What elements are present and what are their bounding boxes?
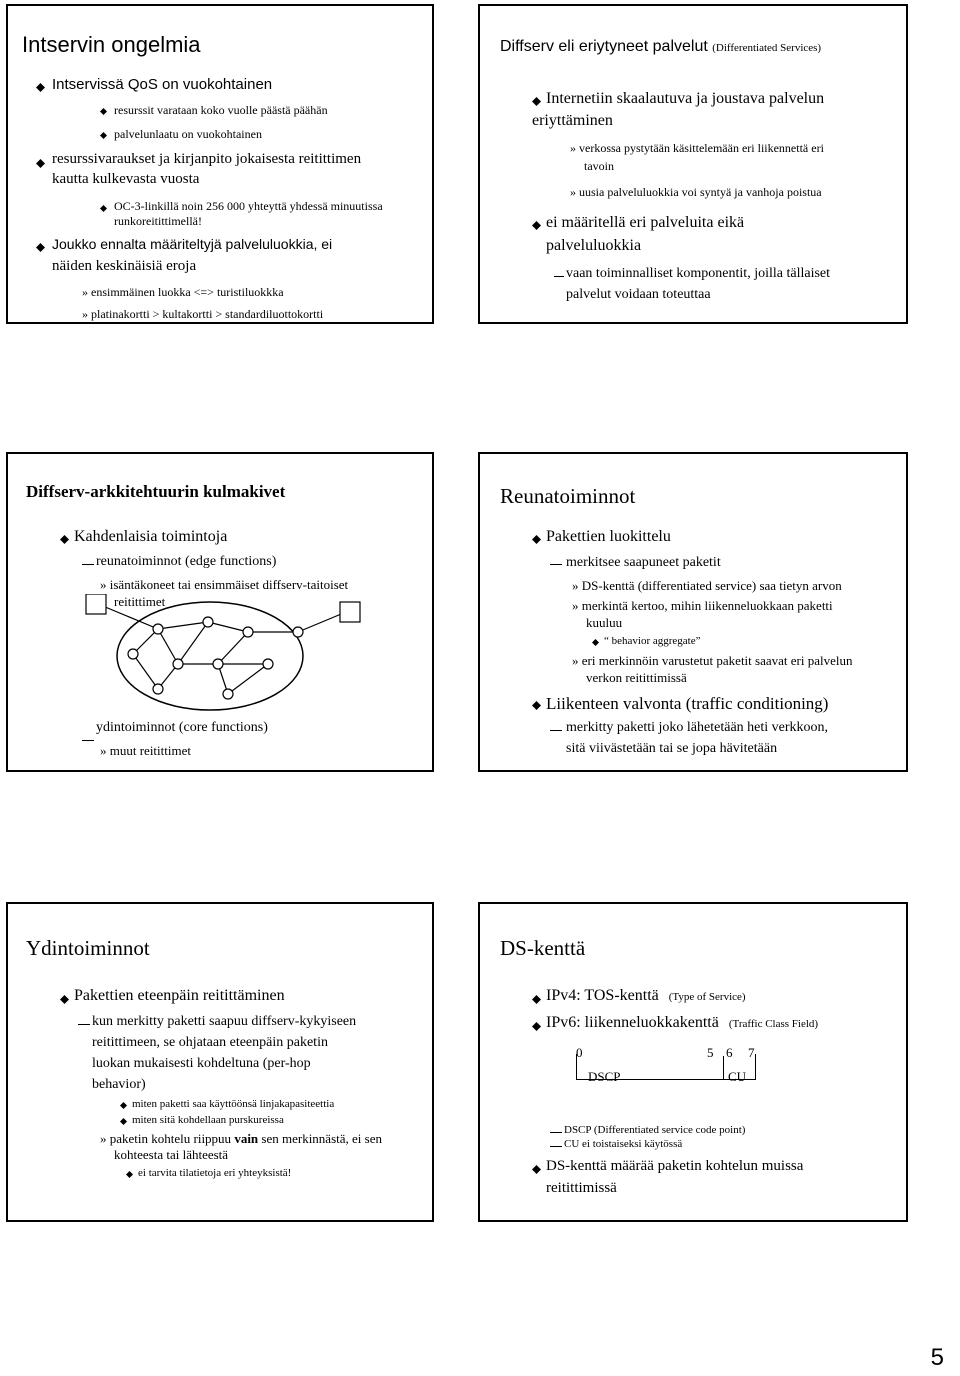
- sub-sub-bullet-text-cont: verkon reitittimissä: [586, 670, 687, 685]
- sub-bullet-text-cont: luokan mukaisesti kohdeltuna (per-hop: [92, 1056, 311, 1071]
- router-node: [153, 684, 163, 694]
- ipv4-note: (Type of Service): [668, 991, 746, 1003]
- sub-bullet-text-cont: reitittimeen, se ohjataan eteenpäin paketin: [92, 1035, 328, 1050]
- diamond-bullet-icon: [100, 205, 107, 212]
- bullet-text: Kahdenlaisia toimintoja: [74, 528, 228, 545]
- diamond-bullet-icon: [60, 995, 69, 1004]
- sub-bullet-text: » ensimmäinen luokka <=> turistiluokkka: [82, 285, 284, 299]
- router-node: [128, 649, 138, 659]
- diamond-bullet-icon: [100, 108, 107, 115]
- sub-bullet-text-cont: kohteesta tai lähteestä: [114, 1147, 229, 1162]
- router-node: [153, 624, 163, 634]
- sub-sub-bullet-text: ei tarvita tilatietoja eri yhteyksistä!: [138, 1167, 292, 1179]
- bullet-text: Joukko ennalta määriteltyjä palveluluokkia, ei: [52, 236, 333, 252]
- page-number: 5: [930, 1344, 944, 1371]
- diamond-bullet-icon: [532, 995, 541, 1004]
- diamond-bullet-icon: [126, 1171, 133, 1178]
- ipv6-label: IPv6: liikenneluokkakenttä: [546, 1014, 719, 1031]
- diamond-bullet-icon: [120, 1118, 127, 1125]
- slide-core-functions: [6, 902, 434, 1222]
- slide-title: Intservin ongelmia: [22, 32, 201, 57]
- diamond-bullet-icon: [532, 701, 541, 710]
- dash-bullet: [550, 1146, 562, 1147]
- bullet-text: Liikenteen valvonta (traffic conditioning): [546, 694, 829, 713]
- sub-bullet-text-cont: runkoreitittimellä!: [114, 214, 202, 228]
- bullet-text-cont: eriyttäminen: [532, 112, 613, 129]
- dash-bullet: [550, 1132, 562, 1133]
- diamond-bullet-icon: [36, 159, 45, 168]
- bullet-text: Pakettien luokittelu: [546, 528, 671, 545]
- sub-sub-bullet-text: » isäntäkoneet tai ensimmäiset diffserv-taitoiset: [100, 577, 349, 592]
- slide-title: Ydintoiminnot: [26, 936, 150, 960]
- definition-text: CU ei toistaiseksi käytössä: [564, 1138, 683, 1150]
- dash-bullet: [78, 1024, 90, 1025]
- sub-bullet-text: palvelunlaatu on vuokohtainen: [114, 127, 262, 141]
- definition-text: DSCP (Differentiated service code point): [564, 1124, 746, 1136]
- sub-sub-bullet-text: » merkintä kertoo, mihin liikenneluokkaan paketti: [572, 598, 833, 613]
- host-node: [86, 594, 106, 614]
- ds-field-divider: [723, 1056, 724, 1080]
- slide-diffserv-architecture: [6, 452, 434, 772]
- dash-bullet: [550, 564, 562, 565]
- dash-bullet: [82, 740, 94, 741]
- sub-bullet-text-cont: behavior): [92, 1077, 146, 1092]
- diamond-bullet-icon: [120, 1102, 127, 1109]
- diamond-bullet-icon: [100, 132, 107, 139]
- sub-bullet-text: resurssit varataan koko vuolle päästä päähän: [114, 103, 328, 117]
- router-node: [173, 659, 183, 669]
- slide-title: [500, 38, 821, 56]
- sub-sub-bullet-text-cont: reitittimet: [114, 594, 166, 609]
- sub-bullet-text: OC-3-linkillä noin 256 000 yhteyttä yhdessä minuutissa: [114, 199, 383, 213]
- router-node: [213, 659, 223, 669]
- sub-sub-bullet-text: miten sitä kohdellaan purskureissa: [132, 1114, 284, 1126]
- sub-bullet-text: kun merkitty paketti saapuu diffserv-kykyiseen: [92, 1014, 357, 1029]
- bullet-text: Pakettien eteenpäin reitittäminen: [74, 987, 285, 1004]
- sub-sub-bullet-text: miten paketti saa käyttöönsä linjakapasiteettia: [132, 1098, 335, 1110]
- diamond-bullet-icon: [532, 1022, 541, 1031]
- bullet-text: Intservissä QoS on vuokohtainen: [52, 76, 273, 93]
- slide-diffserv: [478, 4, 908, 324]
- bullet-text-cont: näiden keskinäisiä eroja: [52, 258, 197, 274]
- diamond-bullet-icon: [532, 1165, 541, 1174]
- sub-sub-bullet-text: » eri merkinnöin varustetut paketit saavat eri palvelun: [572, 653, 853, 668]
- sub-bullet-text: » verkossa pystytään käsittelemään eri liikennettä eri: [570, 141, 824, 155]
- bullet-text: [546, 987, 746, 1005]
- sub-bullet-text: ydintoiminnot (core functions): [96, 720, 268, 735]
- sub-sub-bullet-text: » DS-kenttä (differentiated service) saa tietyn arvon: [572, 578, 842, 593]
- bullet-text: DS-kenttä määrää paketin kohtelun muissa: [546, 1158, 804, 1174]
- diamond-bullet-icon: [532, 535, 541, 544]
- sub-bullet-text: » uusia palveluluokkia voi syntyä ja vanhoja poistua: [570, 185, 822, 199]
- diamond-bullet-icon: [532, 97, 541, 106]
- sub-bullet-text: » platinakortti > kultakortti > standardiluottokortti: [82, 307, 324, 321]
- bullet-text: ei määritellä eri palveluita eikä: [546, 214, 745, 231]
- network-diagram: [78, 594, 378, 734]
- ipv4-label: IPv4: TOS-kenttä: [546, 987, 659, 1004]
- sub-sub-sub-bullet-text: “ behavior aggregate”: [604, 635, 701, 647]
- router-node: [223, 689, 233, 699]
- slide-title-note: (Differentiated Services): [712, 42, 822, 54]
- bullet-text: resurssivaraukset ja kirjanpito jokaisesta reitittimen: [52, 151, 362, 167]
- text-part: sen merkinnästä, ei sen: [258, 1131, 382, 1146]
- slide-edge-functions: [478, 452, 908, 772]
- diamond-bullet-icon: [36, 243, 45, 252]
- ipv6-note: (Traffic Class Field): [728, 1018, 819, 1030]
- diamond-bullet-icon: [36, 83, 45, 92]
- sub-sub-bullet-text: » muut reitittimet: [100, 743, 191, 758]
- cu-field: CU: [728, 1069, 747, 1084]
- diamond-bullet-icon: [60, 535, 69, 544]
- slide-title-text: Diffserv eli eriytyneet palvelut: [500, 38, 708, 55]
- bullet-text-cont: palveluluokkia: [546, 237, 642, 254]
- router-node: [293, 627, 303, 637]
- bit-label: 0: [576, 1045, 583, 1060]
- bit-label: 5: [707, 1045, 714, 1060]
- dash-bullet: [554, 276, 564, 277]
- sub-bullet-text-cont: palvelut voidaan toteuttaa: [566, 287, 711, 302]
- sub-bullet-text: [100, 1132, 382, 1147]
- router-node: [263, 659, 273, 669]
- sub-bullet-text: merkitsee saapuneet paketit: [566, 555, 721, 570]
- bullet-text: Internetiin skaalautuva ja joustava palvelun: [546, 90, 825, 107]
- sub-sub-bullet-text-cont: kuuluu: [586, 615, 623, 630]
- bullet-text: [546, 1014, 818, 1032]
- slide-title: Reunatoiminnot: [500, 484, 636, 508]
- slide-title: DS-kenttä: [500, 936, 586, 960]
- slide-ds-field: [478, 902, 908, 1222]
- dscp-field: DSCP: [588, 1069, 621, 1084]
- sub-bullet-text-cont: sitä viivästetään tai se jopa hävitetään: [566, 741, 778, 756]
- text-part: » paketin kohtelu riippuu: [100, 1131, 235, 1146]
- bullet-text-cont: reitittimissä: [546, 1180, 617, 1196]
- slide-intserv-problems: [6, 4, 434, 324]
- diamond-bullet-icon: [592, 639, 599, 646]
- router-node: [203, 617, 213, 627]
- host-node: [340, 602, 360, 622]
- diamond-bullet-icon: [532, 221, 541, 230]
- bit-label: 7: [748, 1045, 755, 1060]
- dash-bullet: [82, 564, 94, 565]
- slide-title: Diffserv-arkkitehtuurin kulmakivet: [26, 482, 286, 501]
- sub-bullet-text-cont: tavoin: [584, 159, 614, 173]
- router-node: [243, 627, 253, 637]
- sub-bullet-text: reunatoiminnot (edge functions): [96, 554, 277, 569]
- sub-bullet-text: merkitty paketti joko lähetetään heti verkkoon,: [566, 720, 829, 735]
- emphasis-text: vain: [234, 1131, 259, 1146]
- bit-label: 6: [726, 1045, 733, 1060]
- bullet-text-cont: kautta kulkevasta vuosta: [52, 171, 200, 187]
- sub-bullet-text: vaan toiminnalliset komponentit, joilla tällaiset: [566, 266, 831, 281]
- dash-bullet: [550, 730, 562, 731]
